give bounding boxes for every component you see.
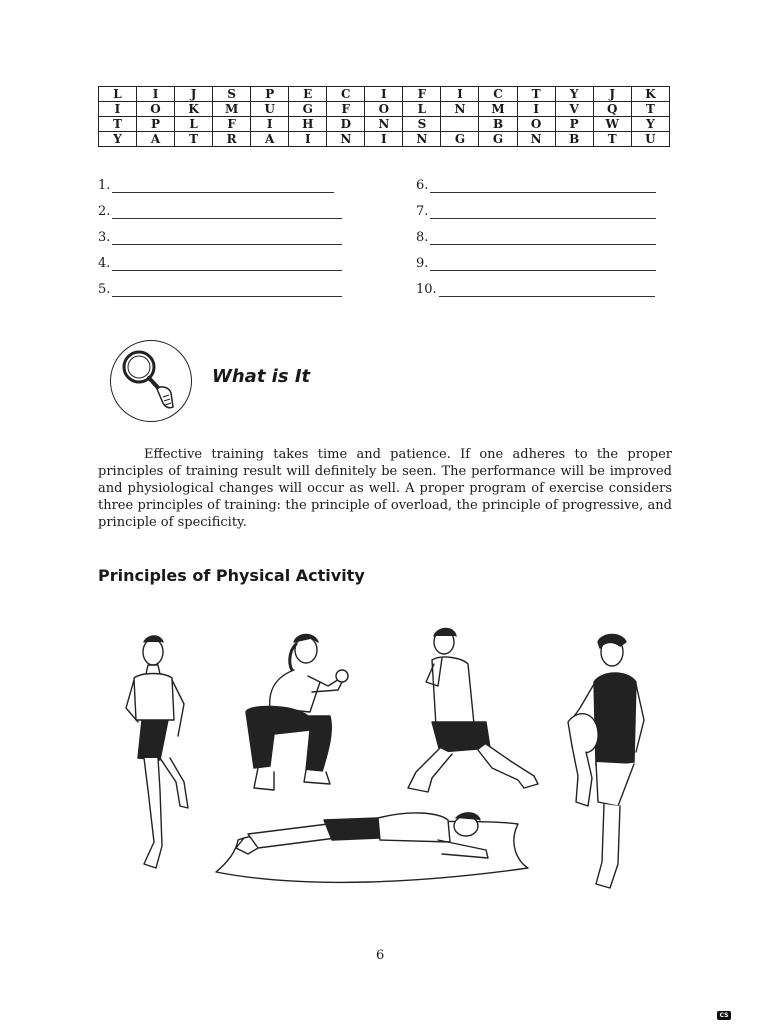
magnifying-glass-icon (110, 340, 192, 422)
answer-line-4[interactable]: 4. (98, 256, 342, 271)
answer-line-7[interactable]: 7. (416, 204, 656, 219)
knee-hug-man-figure (568, 635, 644, 889)
grid-cell[interactable]: E (289, 87, 327, 102)
grid-cell[interactable]: M (479, 102, 517, 117)
grid-cell[interactable]: I (99, 102, 137, 117)
grid-cell[interactable]: U (251, 102, 289, 117)
grid-cell[interactable]: N (327, 132, 365, 147)
grid-cell[interactable]: W (593, 117, 631, 132)
grid-cell[interactable]: G (441, 132, 479, 147)
grid-cell[interactable]: A (136, 132, 174, 147)
grid-cell[interactable]: R (213, 132, 251, 147)
grid-row (99, 87, 670, 102)
grid-cell[interactable]: I (517, 102, 555, 117)
grid-cell[interactable]: T (175, 132, 213, 147)
grid-cell[interactable]: H (289, 117, 327, 132)
grid-cell[interactable]: M (213, 102, 251, 117)
grid-cell[interactable]: I (365, 87, 403, 102)
grid-cell[interactable]: U (631, 132, 669, 147)
grid-cell[interactable]: N (517, 132, 555, 147)
grid-cell[interactable]: O (517, 117, 555, 132)
grid-cell[interactable]: T (517, 87, 555, 102)
answer-line-2[interactable]: 2. (98, 204, 342, 219)
grid-cell[interactable]: F (403, 87, 441, 102)
grid-cell[interactable]: C (327, 87, 365, 102)
answer-line-1[interactable]: 1. (98, 178, 334, 193)
grid-cell[interactable]: G (479, 132, 517, 147)
grid-cell[interactable]: I (441, 87, 479, 102)
grid-cell[interactable]: F (213, 117, 251, 132)
grid-cell[interactable]: D (327, 117, 365, 132)
grid-cell[interactable]: Q (593, 102, 631, 117)
grid-row (99, 102, 670, 117)
grid-cell[interactable]: P (251, 87, 289, 102)
grid-cell[interactable]: T (99, 117, 137, 132)
grid-cell[interactable]: T (631, 102, 669, 117)
grid-cell[interactable]: J (593, 87, 631, 102)
grid-cell[interactable]: B (555, 132, 593, 147)
grid-cell[interactable]: K (631, 87, 669, 102)
exercise-illustration (98, 612, 672, 902)
answer-line-8[interactable]: 8. (416, 230, 656, 245)
grid-cell[interactable]: J (175, 87, 213, 102)
grid-cell[interactable]: V (555, 102, 593, 117)
grid-cell[interactable]: N (403, 132, 441, 147)
grid-row (99, 117, 670, 132)
grid-cell[interactable]: K (175, 102, 213, 117)
grid-cell[interactable]: I (289, 132, 327, 147)
lunging-man-figure (408, 629, 538, 793)
word-search-grid (98, 86, 670, 147)
squatting-woman-figure (246, 635, 348, 791)
camscanner-logo: CS (717, 1011, 731, 1020)
plank-man-figure (216, 813, 528, 882)
grid-cell[interactable]: P (555, 117, 593, 132)
grid-cell[interactable]: Y (555, 87, 593, 102)
grid-cell[interactable]: O (365, 102, 403, 117)
answer-line-5[interactable]: 5. (98, 282, 342, 297)
grid-cell[interactable]: Y (99, 132, 137, 147)
grid-cell[interactable]: I (136, 87, 174, 102)
grid-cell[interactable]: O (136, 102, 174, 117)
grid-cell[interactable]: L (175, 117, 213, 132)
answer-line-9[interactable]: 9. (416, 256, 656, 271)
grid-cell[interactable]: A (251, 132, 289, 147)
runner-figure (126, 636, 188, 868)
grid-row (99, 132, 670, 147)
grid-cell[interactable]: L (403, 102, 441, 117)
answer-line-6[interactable]: 6. (416, 178, 656, 193)
grid-cell[interactable]: I (251, 117, 289, 132)
section-heading-principles: Principles of Physical Activity (98, 566, 365, 585)
grid-cell[interactable]: S (213, 87, 251, 102)
grid-cell[interactable]: F (327, 102, 365, 117)
section-heading-what-is-it: What is It (212, 366, 311, 387)
grid-cell[interactable]: Y (631, 117, 669, 132)
grid-cell[interactable] (441, 117, 479, 132)
grid-cell[interactable]: N (365, 117, 403, 132)
grid-cell[interactable]: T (593, 132, 631, 147)
grid-cell[interactable]: L (99, 87, 137, 102)
grid-cell[interactable]: C (479, 87, 517, 102)
answer-line-10[interactable]: 10. (416, 282, 655, 297)
body-paragraph: Effective training takes time and patience. If one adheres to the proper principles of training result will definitely be seen. The performance will be improved and physiological changes will occur as well. A proper program of exercise considers three principles of training: the principle of overload, the principle of progressive, and principle of specificity. (98, 447, 672, 530)
grid-cell[interactable]: G (289, 102, 327, 117)
page-number: 6 (376, 948, 385, 963)
grid-cell[interactable]: I (365, 132, 403, 147)
grid-cell[interactable]: P (136, 117, 174, 132)
answer-line-3[interactable]: 3. (98, 230, 342, 245)
grid-cell[interactable]: N (441, 102, 479, 117)
grid-cell[interactable]: S (403, 117, 441, 132)
grid-cell[interactable]: B (479, 117, 517, 132)
